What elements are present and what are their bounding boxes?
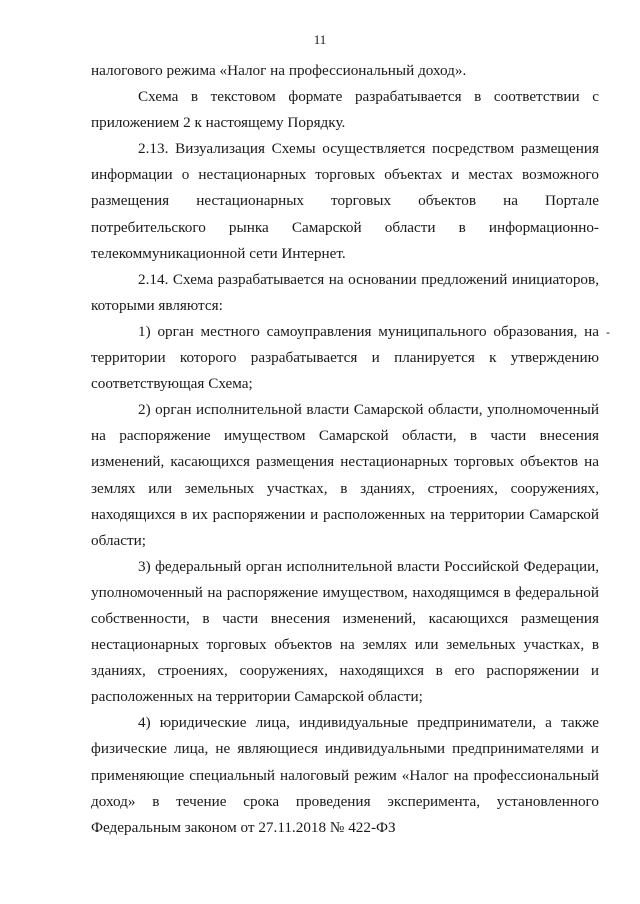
paragraph-2-13: 2.13. Визуализация Схемы осуществляется посредством размещения информации о нестационарных торговых объектах и местах возможного размещения нестационарных торговых объектов на Портале потребительского рынка Самарской области в информационно-телекоммуникационной сети Интернет. <box>91 140 599 262</box>
paragraph-scheme-format: Схема в текстовом формате разрабатывается в соответствии с приложением 2 к настоящему Порядку. <box>91 88 599 132</box>
margin-mark: - <box>606 325 610 339</box>
list-item-4: 4) юридические лица, индивидуальные предприниматели, а также физические лица, не являющиеся индивидуальными предпринимателями и применяющие специальный налоговый режим «Налог на профессиональный доход» в течение срока проведения эксперимента, установленного Федеральным законом от 27.11.2018 № 422-ФЗ <box>91 714 599 836</box>
list-item-2: 2) орган исполнительной власти Самарской области, уполномоченный на распоряжение имуществом Самарской области, в части внесения изменений, касающихся размещения нестационарных торговых объектов на землях или земельных участках, в зданиях, строениях, сооружениях, находящихся в их распоряжении и расположенных на территории Самарской области; <box>91 401 599 549</box>
list-item-3: 3) федеральный орган исполнительной власти Российской Федерации, уполномоченный на распоряжение имуществом, находящимся в федеральной собственности, в части внесения изменений, касающихся размещения нестационарных торговых объектов на землях или земельных участках, в зданиях, строениях, сооружениях, находящихся в его распоряжении и расположенных на территории Самарской области; <box>91 557 599 706</box>
paragraph-continuation: налогового режима «Налог на профессиональный доход». <box>91 62 467 79</box>
page-number: 11 <box>313 32 327 47</box>
list-item-1: 1) орган местного самоуправления муниципального образования, на территории которого разрабатывается и планируется к утверждению соответствующая Схема; <box>91 322 599 393</box>
document-body <box>91 58 599 841</box>
paragraph-2-14: 2.14. Схема разрабатывается на основании предложений инициаторов, которыми являются: <box>91 270 599 314</box>
